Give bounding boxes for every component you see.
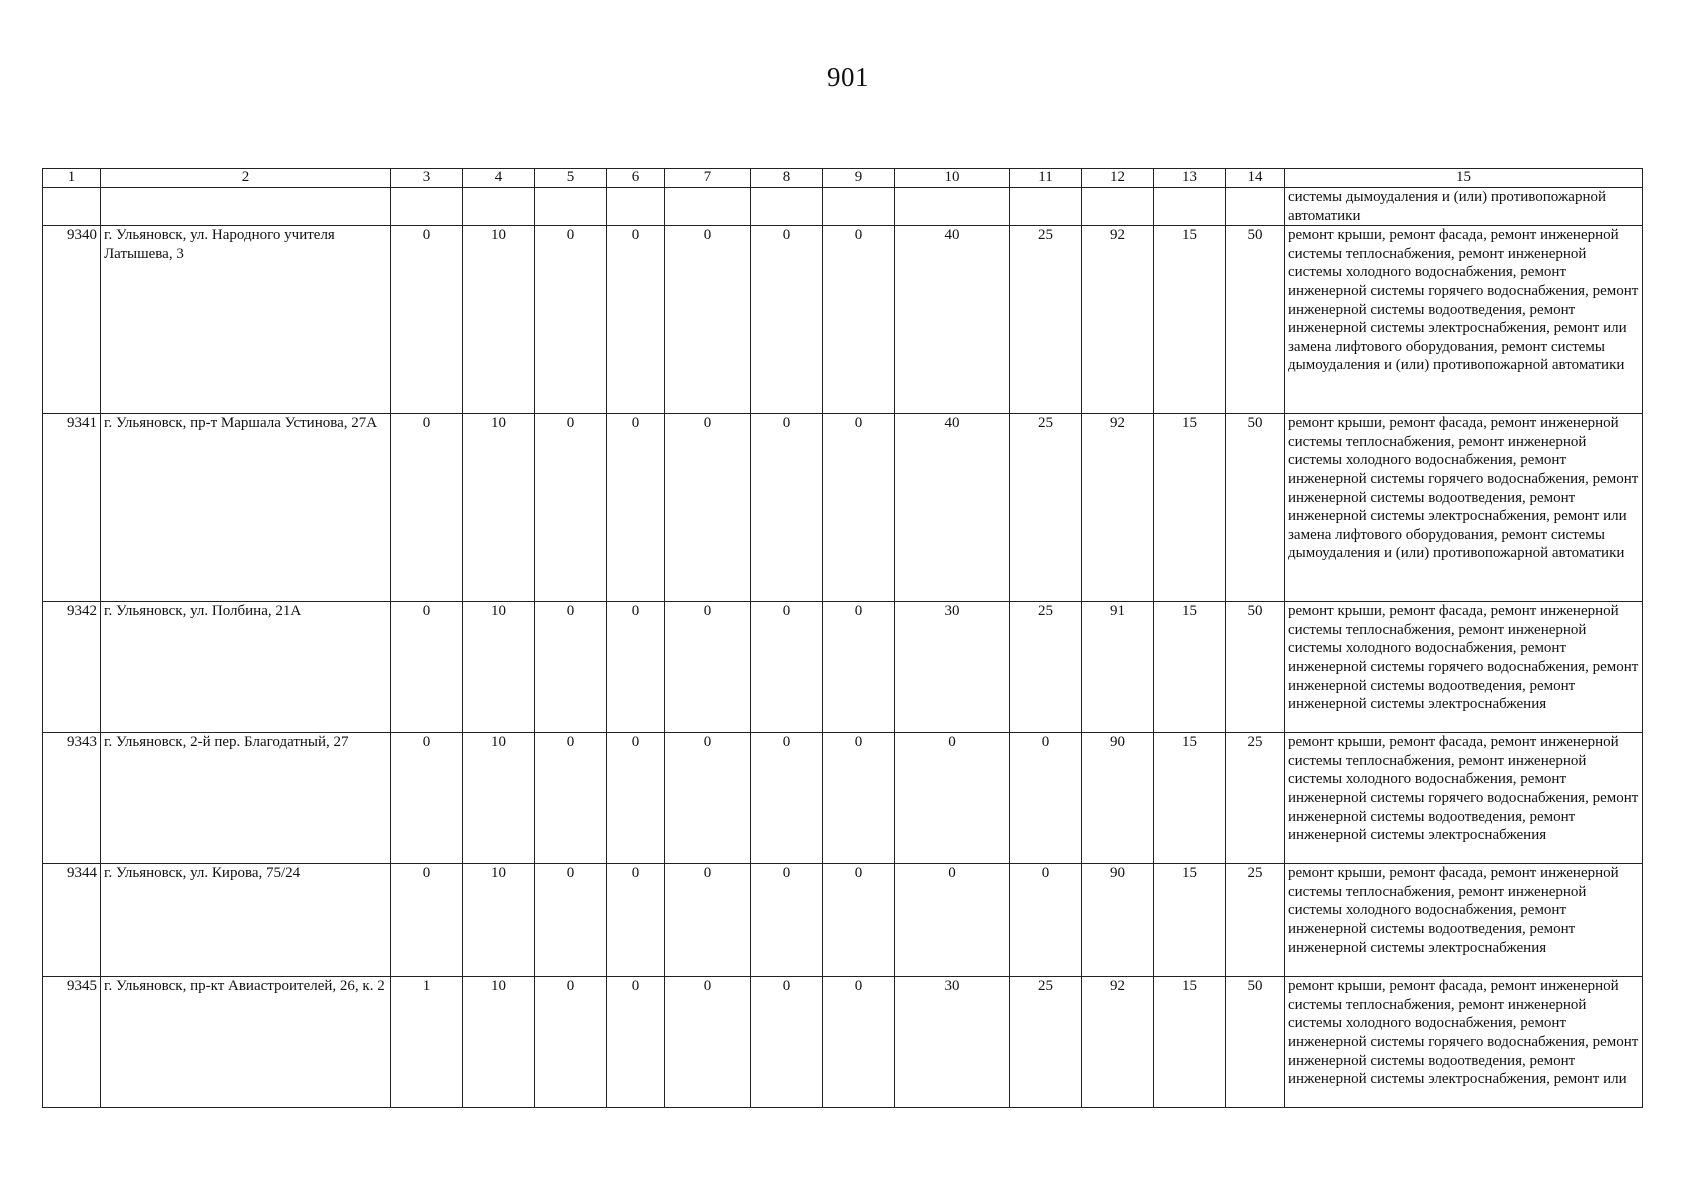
value-cell-col-11: 0 (1010, 733, 1082, 864)
value-cell-col-5: 0 (535, 864, 607, 977)
value-cell-col-14: 50 (1226, 226, 1285, 414)
table-row (43, 977, 1643, 1108)
value-cell-col-14: 25 (1226, 864, 1285, 977)
value-cell-col-14: 50 (1226, 977, 1285, 1108)
value-cell-col-4: 10 (463, 977, 535, 1108)
value-cell-col-8: 0 (751, 226, 823, 414)
value-cell-col-5: 0 (535, 602, 607, 733)
value-cell-col-13: 15 (1154, 864, 1226, 977)
value-cell-col-3: 0 (391, 733, 463, 864)
value-cell-col-7: 0 (665, 414, 751, 602)
value-cell-col-7: 0 (665, 602, 751, 733)
value-cell-col-13: 15 (1154, 602, 1226, 733)
value-cell-col-13: 15 (1154, 977, 1226, 1108)
value-cell-col-12: 92 (1082, 977, 1154, 1108)
value-cell-col-12: 90 (1082, 864, 1154, 977)
works-cell: ремонт крыши, ремонт фасада, ремонт инженерной системы теплоснабжения, ремонт инженерной системы холодного водоснабжения, ремонт инженерной системы горячего водоснабжения, ремонт инженерной системы водоотведения, ремонт инженерной системы электроснабжения, ремонт или (1285, 977, 1643, 1108)
value-cell-col-4: 10 (463, 733, 535, 864)
value-cell-col-7: 0 (665, 864, 751, 977)
header-row (43, 169, 1643, 188)
value-cell-col-8: 0 (751, 414, 823, 602)
row-number: 9345 (43, 977, 101, 1108)
value-cell-col-10: 0 (895, 864, 1010, 977)
value-cell-col-6: 0 (607, 733, 665, 864)
row-number: 9343 (43, 733, 101, 864)
value-cell-col-10: 40 (895, 414, 1010, 602)
value-cell-col-6: 0 (607, 602, 665, 733)
value-cell-col-11: 25 (1010, 414, 1082, 602)
table-body (43, 188, 1643, 1108)
value-cell-col-5: 0 (535, 733, 607, 864)
value-cell-col-6: 0 (607, 226, 665, 414)
value-cell-col-3: 1 (391, 977, 463, 1108)
value-cell-col-6: 0 (607, 414, 665, 602)
value-cell-col-10: 40 (895, 226, 1010, 414)
works-cell: ремонт крыши, ремонт фасада, ремонт инженерной системы теплоснабжения, ремонт инженерной системы холодного водоснабжения, ремонт инженерной системы горячего водоснабжения, ремонт инженерной системы водоотведения, ремонт инженерной системы электроснабжения, ремонт или замена лифтового оборудования, ремонт системы дымоудаления и (или) противопожарной автоматики (1285, 414, 1643, 602)
register-table (42, 168, 1643, 1108)
value-cell-col-10: 0 (895, 733, 1010, 864)
value-cell-col-14: 50 (1226, 414, 1285, 602)
column-header-15: 15 (1285, 169, 1643, 188)
continuation-row (43, 188, 1643, 226)
value-cell-col-14: 50 (1226, 602, 1285, 733)
value-cell-col-12: 91 (1082, 602, 1154, 733)
value-cell-col-7: 0 (665, 977, 751, 1108)
value-cell-col-11: 25 (1010, 226, 1082, 414)
address-cell: г. Ульяновск, 2-й пер. Благодатный, 27 (101, 733, 391, 864)
row-number: 9341 (43, 414, 101, 602)
address-cell: г. Ульяновск, ул. Кирова, 75/24 (101, 864, 391, 977)
column-header-1: 1 (43, 169, 101, 188)
value-cell-col-4: 10 (463, 226, 535, 414)
column-header-2: 2 (101, 169, 391, 188)
value-cell-col-14: 25 (1226, 733, 1285, 864)
value-cell-col-13: 15 (1154, 226, 1226, 414)
column-header-4: 4 (463, 169, 535, 188)
page-number: 901 (827, 62, 869, 92)
value-cell-col-13: 15 (1154, 414, 1226, 602)
value-cell-col-9: 0 (823, 226, 895, 414)
works-cell: системы дымоудаления и (или) противопожарной автоматики (1285, 188, 1643, 226)
value-cell-col-4: 10 (463, 864, 535, 977)
value-cell-col-12: 92 (1082, 414, 1154, 602)
value-cell-col-8: 0 (751, 733, 823, 864)
works-cell: ремонт крыши, ремонт фасада, ремонт инженерной системы теплоснабжения, ремонт инженерной системы холодного водоснабжения, ремонт инженерной системы горячего водоснабжения, ремонт инженерной системы водоотведения, ремонт инженерной системы электроснабжения (1285, 733, 1643, 864)
row-number: 9342 (43, 602, 101, 733)
address-cell: г. Ульяновск, пр-кт Авиастроителей, 26, к. 2 (101, 977, 391, 1108)
column-header-7: 7 (665, 169, 751, 188)
value-cell-col-8: 0 (751, 977, 823, 1108)
value-cell-col-12: 92 (1082, 226, 1154, 414)
value-cell-col-11: 25 (1010, 977, 1082, 1108)
column-header-3: 3 (391, 169, 463, 188)
value-cell-col-9: 0 (823, 733, 895, 864)
value-cell-col-3: 0 (391, 602, 463, 733)
value-cell-col-11: 25 (1010, 602, 1082, 733)
value-cell-col-8: 0 (751, 864, 823, 977)
value-cell-col-4: 10 (463, 602, 535, 733)
value-cell-col-8: 0 (751, 602, 823, 733)
value-cell-col-5: 0 (535, 977, 607, 1108)
row-number: 9344 (43, 864, 101, 977)
value-cell-col-9: 0 (823, 602, 895, 733)
value-cell-col-10: 30 (895, 602, 1010, 733)
address-cell: г. Ульяновск, ул. Народного учителя Латышева, 3 (101, 226, 391, 414)
value-cell-col-13: 15 (1154, 733, 1226, 864)
works-cell: ремонт крыши, ремонт фасада, ремонт инженерной системы теплоснабжения, ремонт инженерной системы холодного водоснабжения, ремонт инженерной системы горячего водоснабжения, ремонт инженерной системы водоотведения, ремонт инженерной системы электроснабжения (1285, 602, 1643, 733)
address-cell: г. Ульяновск, ул. Полбина, 21А (101, 602, 391, 733)
value-cell-col-3: 0 (391, 864, 463, 977)
column-header-10: 10 (895, 169, 1010, 188)
table-row (43, 414, 1643, 602)
value-cell-col-10: 30 (895, 977, 1010, 1108)
row-number: 9340 (43, 226, 101, 414)
column-header-6: 6 (607, 169, 665, 188)
value-cell-col-11: 0 (1010, 864, 1082, 977)
column-header-12: 12 (1082, 169, 1154, 188)
value-cell-col-3: 0 (391, 414, 463, 602)
value-cell-col-4: 10 (463, 414, 535, 602)
value-cell-col-5: 0 (535, 226, 607, 414)
column-header-5: 5 (535, 169, 607, 188)
column-header-11: 11 (1010, 169, 1082, 188)
value-cell-col-6: 0 (607, 977, 665, 1108)
value-cell-col-9: 0 (823, 414, 895, 602)
value-cell-col-9: 0 (823, 977, 895, 1108)
table-row (43, 864, 1643, 977)
column-header-9: 9 (823, 169, 895, 188)
value-cell-col-7: 0 (665, 226, 751, 414)
column-header-13: 13 (1154, 169, 1226, 188)
column-header-14: 14 (1226, 169, 1285, 188)
value-cell-col-7: 0 (665, 733, 751, 864)
value-cell-col-6: 0 (607, 864, 665, 977)
value-cell-col-3: 0 (391, 226, 463, 414)
value-cell-col-9: 0 (823, 864, 895, 977)
column-header-8: 8 (751, 169, 823, 188)
works-cell: ремонт крыши, ремонт фасада, ремонт инженерной системы теплоснабжения, ремонт инженерной системы холодного водоснабжения, ремонт инженерной системы горячего водоснабжения, ремонт инженерной системы водоотведения, ремонт инженерной системы электроснабжения, ремонт или замена лифтового оборудования, ремонт системы дымоудаления и (или) противопожарной автоматики (1285, 226, 1643, 414)
works-cell: ремонт крыши, ремонт фасада, ремонт инженерной системы теплоснабжения, ремонт инженерной системы холодного водоснабжения, ремонт инженерной системы водоотведения, ремонт инженерной системы электроснабжения (1285, 864, 1643, 977)
table-row (43, 226, 1643, 414)
table-row (43, 733, 1643, 864)
value-cell-col-5: 0 (535, 414, 607, 602)
table-row (43, 602, 1643, 733)
value-cell-col-12: 90 (1082, 733, 1154, 864)
address-cell: г. Ульяновск, пр-т Маршала Устинова, 27А (101, 414, 391, 602)
